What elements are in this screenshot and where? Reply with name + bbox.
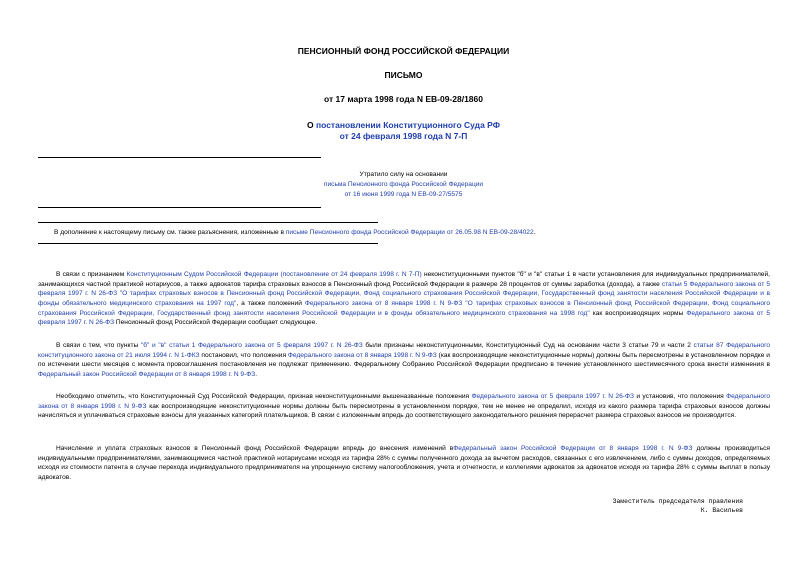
divider bbox=[38, 222, 378, 223]
text-span: Пенсионный фонд Российской Федерации сообщает следующее. bbox=[114, 319, 318, 327]
repeal-notice-text: Утратило силу на основании bbox=[359, 171, 448, 178]
paragraph-2 bbox=[38, 341, 770, 380]
text-span: , а также положений bbox=[236, 299, 305, 307]
link-law-9fz[interactable]: Федерального закона от 8 января 1998 г. N 9-ФЗ bbox=[38, 393, 771, 410]
addendum-text: В дополнение к настоящему письму см. также разъяснения, изложенные в bbox=[54, 229, 286, 236]
link-law-26fz[interactable]: Федерального закона от 5 февраля 1997 г. N 26-ФЗ bbox=[38, 309, 771, 327]
repeal-notice-link-line2[interactable]: от 16 июня 1999 года N ЕВ-09-27/5575 bbox=[344, 191, 463, 198]
text-span: Необходимо отметить, что Конституционный Суд Российской Федерации, признав неконституционными вышеназванные положения bbox=[56, 393, 472, 400]
paragraph-1 bbox=[38, 270, 770, 328]
text-span: В связи с признанием bbox=[56, 271, 127, 278]
link-law-26fz[interactable]: Федерального закона от 5 февраля 1997 г. N 26-ФЗ bbox=[471, 393, 634, 400]
subject-link-line2[interactable]: от 24 февраля 1998 года N 7-П bbox=[339, 131, 468, 141]
addendum-tail: . bbox=[533, 229, 536, 236]
paragraph-4 bbox=[38, 444, 770, 483]
link-law-26fz-article5[interactable]: статьи 5 Федерального закона от 5 февраля 1997 г. N 26-ФЗ "О тарифах страховых взносов в Пенсионный фонд Российской Федерации, Фонд социального страхования Российской Федерации, Государственный фонд занятости населения Российской Федерации и в фонды обязательного медицинского страхования на 1997 год" bbox=[38, 280, 770, 307]
link-fkz-article87[interactable]: статьи 87 Федерального конституционного закона от 21 июля 1994 г. N 1-ФКЗ bbox=[38, 342, 770, 359]
text-span: были признаны неконституционными, Конституционный Суд на основании части 3 статьи 79 и части 2 bbox=[362, 342, 694, 349]
addendum-link[interactable]: письме Пенсионного фонда Российской Федерации от 26.05.98 N ЕВ-09-28/4022 bbox=[285, 229, 534, 236]
text-span: и установив, что положения bbox=[633, 393, 727, 400]
text-span: . bbox=[255, 370, 258, 378]
doc-date-number: от 17 марта 1998 года N ЕВ-09-28/1860 bbox=[324, 94, 483, 104]
doc-subject bbox=[0, 120, 807, 130]
subject-link[interactable]: постановлении Конституционного Суда РФ bbox=[315, 120, 500, 130]
signature-block bbox=[613, 497, 743, 515]
signature-name: К. Васильев bbox=[700, 507, 743, 514]
link-law-9fz-rf[interactable]: Федеральный закон Российской Федерации от 8 января 1998 г. N 9-ФЗ bbox=[453, 445, 693, 452]
text-span: как воспроизводящих нормы bbox=[589, 309, 687, 317]
addendum-note bbox=[54, 228, 754, 238]
text-span: постановил, что положения bbox=[199, 351, 288, 359]
divider bbox=[38, 157, 321, 158]
doc-type-heading: ПИСЬМО bbox=[384, 70, 423, 80]
link-law-9fz-rf[interactable]: Федеральный закон Российской Федерации от 8 января 1998 г. N 9-ФЗ bbox=[38, 370, 256, 378]
link-law-9fz[interactable]: Федерального закона от 8 января 1998 г. N 9-ФЗ "О тарифах страховых взносов в Пенсионный фонд Российской Федерации, Фонд социального страхования Российской Федерации, Государственный фонд занятости населения Российской Федерации и в фонды обязательного медицинского страхования на 1998 год" bbox=[38, 299, 770, 317]
text-span: (как воспроизводящие неконституционные нормы) должны быть пересмотрены в установленном порядке и по истечении шести месяцев с момента провозглашения постановления не подлежат применению. Федеральному Собранию Российской Федерации предписано в течение установленного шестимесячного срока внести изменения в bbox=[38, 351, 770, 369]
paragraph-3 bbox=[38, 392, 770, 421]
repeal-notice-link[interactable]: письма Пенсионного фонда Российской Федерации bbox=[323, 181, 484, 188]
text-span: как воспроизводящие неконституционные нормы должны быть пересмотрены в установленном порядке, тем не менее не определил, исходя из какого размера тарифа страховых взносов должны начисляться и уплачиваться страховые взносы для указанных категорий плательщиков. В связи с изложенным впредь до соответствующего законодательного решения перерасчет размера страховых взносов не производится. bbox=[38, 402, 770, 420]
text-span: Начисление и уплата страховых взносов в Пенсионный фонд Российской Федерации впредь до внесения изменений в bbox=[56, 445, 454, 452]
signature-position: Заместитель председателя правления bbox=[612, 498, 743, 505]
text-span: неконституционными пунктов "б" и "в" статьи 1 в части установления для индивидуальных предпринимателей, занимающихся частной практикой нотариусов, а также адвокатов тарифа страховых взносов в Пенсионный фонд Российской Федерации в размере 28 процентов от суммы заработка (дохода), а также bbox=[38, 271, 770, 288]
subject-prefix: О bbox=[307, 120, 316, 130]
link-constitutional-court-ruling[interactable]: Конституционным Судом Российской Федерации (постановление от 24 февраля 1998 г. N 7-П) bbox=[126, 271, 422, 278]
link-law-26fz-article1[interactable]: "б" и "в" статьи 1 Федерального закона от 5 февраля 1997 г. N 26-ФЗ bbox=[140, 342, 363, 349]
text-span: В связи с тем, что пункты bbox=[56, 342, 141, 349]
divider bbox=[38, 207, 321, 208]
link-law-9fz[interactable]: Федерального закона от 8 января 1998 г. N 9-ФЗ bbox=[287, 351, 437, 359]
divider bbox=[38, 243, 378, 244]
org-heading: ПЕНСИОННЫЙ ФОНД РОССИЙСКОЙ ФЕДЕРАЦИИ bbox=[297, 46, 510, 56]
text-span: должны производиться индивидуальными предпринимателями, занимающимися частной практикой нотариусами исходя из тарифа 28% с суммы полученного дохода за вычетом расходов, связанных с его извлечением, либо с суммы доходов, определяемых исходя из стоимости патента в случае перехода индивидуального предпринимателя на упрощенную систему налогообложения, учета и отчетности, и коллегиями адвокатов за адвокатов исходя из тарифа 28% с суммы выплат в пользу адвокатов. bbox=[38, 445, 770, 481]
